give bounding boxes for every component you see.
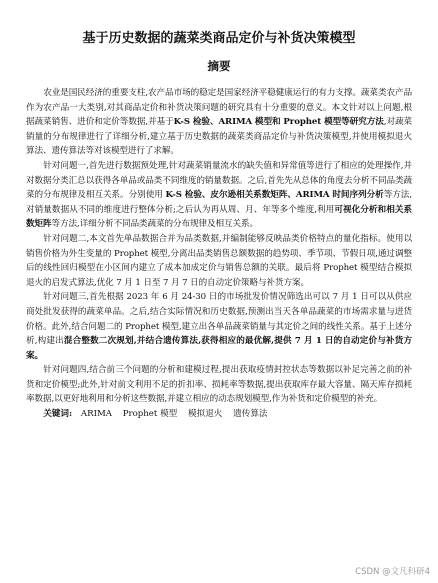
- abstract-paragraph-intro: [26, 86, 412, 159]
- paragraph-text: 等方法,对销量数据从不同的维度进行整体分析;之后认为再从周、月、年等多个维度,利用: [26, 190, 412, 215]
- keywords-label: 关键词:: [43, 409, 73, 420]
- keyword-item: Prophet 模型: [122, 409, 178, 420]
- paragraph-text: 针对问题一,首先进行数据预处理,针对蔬菜销量流水的缺失值和异常值等进行了相应的处理操作,并对数据分类汇总以获得各单品或品类不同维度的销量数据。之后,首先先从总体的角度去分析不同品类蔬菜的分布规律及相互关系。分别使用: [26, 160, 412, 201]
- emphasized-text: 混合整数二次规划,并结合遗传算法,获得相应的最优解,提供 7 月 1 日的自动定价与补货方案。: [26, 336, 412, 361]
- paragraph-text: 针对问题四,结合前三个问题的分析和建模过程,提出获取疫情封控状态等数据以补足完善之前的补货和定价模型;此外,针对前文利用不足的折扣率、损耗率等数据,提出获取库存最大容量、隔天库存损耗率数据,以更好地利用和分析这些数据,并建立相应的动态规划模型,作为补货和定价模型的补充。: [26, 365, 412, 405]
- abstract-paragraph-q4: [26, 363, 412, 407]
- emphasized-text: K-S 检验、皮尔逊相关系数矩阵、ARIMA 时间序列分析: [165, 190, 384, 201]
- keywords-line: [26, 407, 412, 422]
- abstract-paragraph-q3: [26, 290, 412, 363]
- paper-title: 基于历史数据的蔬菜类商品定价与补货决策模型: [82, 31, 356, 46]
- abstract-paragraph-q1: [26, 159, 412, 232]
- paragraph-text: 针对问题三,首先根据 2023 年 6 月 24-30 日的市场批发价情况筛选出可以 7 月 1 日可以从供应商处批发获得的蔬菜单品。之后,结合实际情况和历史数据,预测出当天各单品蔬菜的市场需求量与进货价格。此外,结合问题二的 Prophet 模型,建立出各单品蔬菜销量与其定价之间的线性关系。基于上述分析,构建出: [26, 292, 412, 347]
- paragraph-text: 针对问题二,本文首先单品数据合并为品类数据,并编制能够反映品类价格特点的量化指标。使用以销售价格为外生变量的 Prophet 模型,分离出品类销售总额数据的趋势项、季节项、节假日项,通过调整后的线性回归模型在小区间内建立了成本加成定价与销售总额的关联。最后将 Prophet 模型结合模拟退火的启发式算法,优化 7 月 1 日至 7 月 7 日的自动定价策略与补货方案。: [26, 233, 412, 288]
- paragraph-text: 农业是国民经济的重要支柱,农产品市场的稳定是国家经济平稳健康运行的有力支撑。蔬菜类农产品作为农产品一大类别,对其商品定价和补货决策问题的研究具有十分重要的意义。本文针对以上问题,根据蔬菜销售、进价和定价等数据,并基于: [26, 88, 412, 128]
- abstract-paragraph-q2: [26, 232, 412, 290]
- paragraph-text: 等方法,详细分析不同品类蔬菜的分布规律及相互关系。: [51, 219, 258, 230]
- keyword-item: 模拟退火: [188, 409, 223, 420]
- paragraph-text: ,对蔬菜销量的分布规律进行了详细分析,建立基于历史数据的蔬菜类商品定价与补货决策模型,并使用模拟退火算法、遗传算法等对该模型进行了求解。: [26, 117, 412, 157]
- abstract-body: [26, 86, 412, 407]
- keyword-item: 遗传算法: [233, 409, 268, 420]
- keyword-item: ARIMA: [80, 409, 112, 420]
- emphasized-text: 可视化分析和相关系数矩阵: [26, 204, 412, 230]
- csdn-watermark: CSDN @文凡科研4: [355, 567, 430, 577]
- abstract-heading: 摘要: [207, 59, 231, 73]
- emphasized-text: K-S 检验、ARIMA 模型和 Prophet 模型等研究方法: [173, 117, 384, 128]
